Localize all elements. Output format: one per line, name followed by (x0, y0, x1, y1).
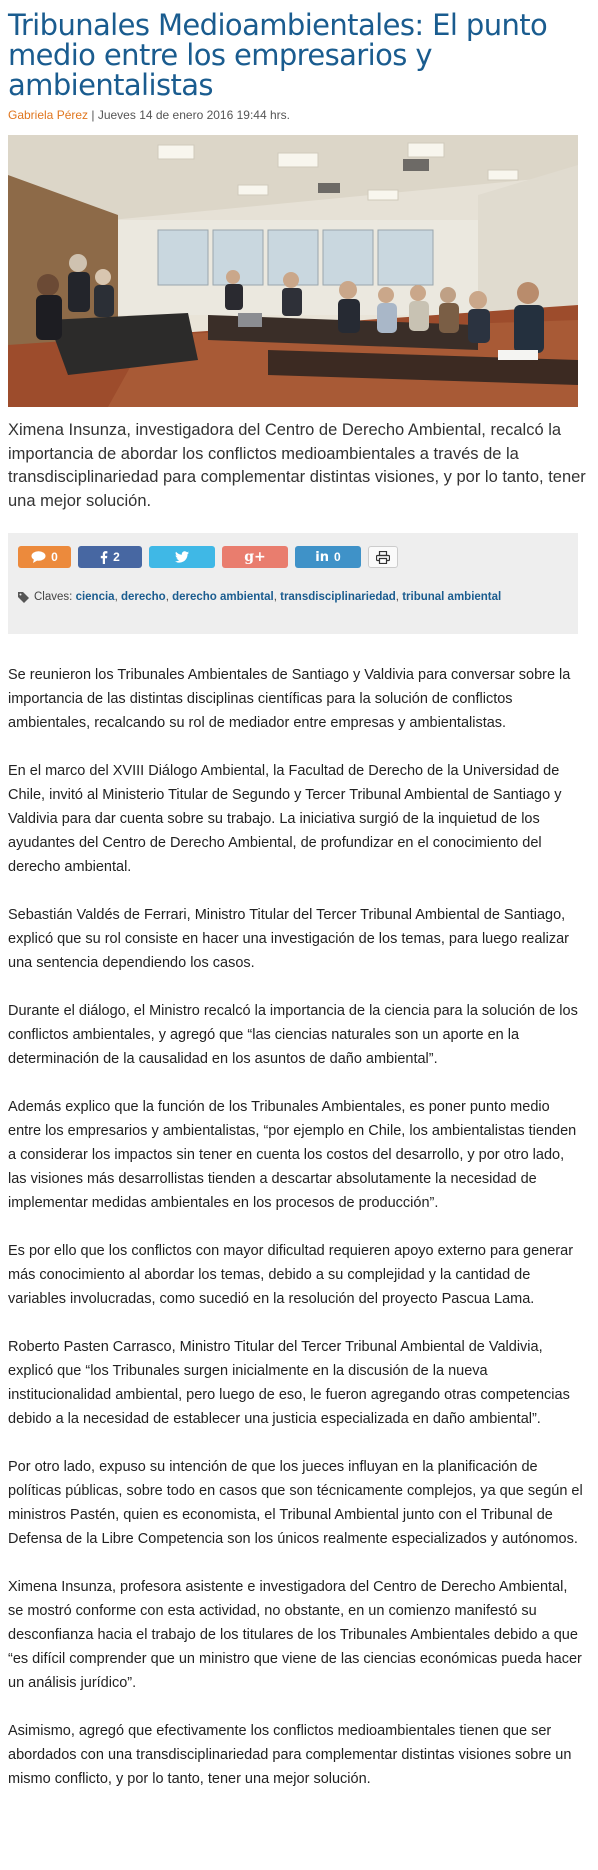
tags-label: Claves: (34, 591, 73, 603)
google-plus-share-button[interactable] (222, 546, 288, 568)
twitter-share-button[interactable] (149, 546, 215, 568)
print-button[interactable] (368, 546, 398, 568)
author-link[interactable]: Gabriela Pérez (8, 108, 89, 122)
tag-link[interactable]: transdisciplinariedad (280, 591, 396, 603)
facebook-icon (100, 551, 108, 564)
facebook-count: 2 (113, 550, 120, 564)
body-paragraph: Durante el diálogo, el Ministro recalcó la importancia de la ciencia para la solución de los conflictos ambientales, y agregó que “las ciencias naturales son un aporte en la determinación de la causalidad en los asuntos de daño ambiental”. (8, 1003, 578, 1067)
tags-row: Claves: ciencia , derecho , derecho ambiental , transdisciplinariedad , tribunal ambiental (18, 591, 568, 603)
comments-button[interactable] (18, 546, 71, 568)
facebook-share-button[interactable] (78, 546, 142, 568)
publish-date: | Jueves 14 de enero 2016 19:44 hrs. (88, 108, 290, 122)
body-paragraph: Se reunieron los Tribunales Ambientales de Santiago y Valdivia para conversar sobre la importancia de las distintas disciplinas científicas para la solución de conflictos ambientales, recalcando su rol de mediador entre empresas y ambientalistas. (8, 667, 571, 731)
linkedin-share-button[interactable] (295, 546, 361, 568)
twitter-icon (175, 551, 189, 563)
tag-link[interactable]: tribunal ambiental (402, 591, 502, 603)
tag-link[interactable]: ciencia (75, 591, 115, 603)
print-icon (376, 551, 390, 564)
body-paragraph: Asimismo, agregó que efectivamente los conflictos medioambientales tienen que ser abordados con una transdisciplinariedad para complementar distintas visiones sobre un mismo conflicto, y por lo tanto, tener una mejor solución. (8, 1723, 572, 1787)
tag-link[interactable]: derecho (120, 591, 166, 603)
linkedin-count: 0 (334, 550, 341, 564)
article-photo (8, 135, 578, 407)
body-paragraph: Roberto Pasten Carrasco, Ministro Titular del Tercer Tribunal Ambiental de Valdivia, explicó que “los Tribunales surgen inicialmente en la discusión de la nueva institucionalidad ambiental, pero luego de eso, le fueron agregando otras competencias debido a la necesidad de establecer una justicia especializada en daño ambiental”. (8, 1339, 570, 1427)
tag-icon (18, 592, 30, 603)
article-lead: Ximena Insunza, investigadora del Centro de Derecho Ambiental, recalcó la importancia de abordar los conflictos medioambientales a través de la transdisciplinariedad para complementar distintas visiones, y por lo tanto, tener una mejor solución. (8, 421, 586, 510)
tag-link[interactable]: derecho ambiental (172, 591, 274, 603)
article-title: Tribunales Medioambientales: El punto medio entre los empresarios y ambientalistas (8, 8, 548, 102)
article-body (8, 663, 590, 1791)
body-paragraph: Por otro lado, expuso su intención de que los jueces influyan en la planificación de políticas públicas, sobre todo en casos que son técnicamente complejos, ya que según el ministros Pastén, quien es economista, el Tribunal Ambiental junto con el Tribunal de Defensa de la Libre Competencia son los únicos realmente especializados y autónomos. (8, 1459, 583, 1547)
body-paragraph: En el marco del XVIII Diálogo Ambiental, la Facultad de Derecho de la Universidad de Chile, invitó al Ministerio Titular de Segundo y Tercer Tribunal Ambiental de Santiago y Valdivia para dar cuenta sobre su trabajo. La iniciativa surgió de la inquietud de los ayudantes del Centro de Derecho Ambiental, de profundizar en el conocimiento del derecho ambiental. (8, 763, 562, 875)
share-buttons (18, 546, 568, 568)
body-paragraph: Sebastián Valdés de Ferrari, Ministro Titular del Tercer Tribunal Ambiental de Santiago, explicó que su rol consiste en hacer una investigación de los temas, para luego realizar una sentencia dependiendo los casos. (8, 907, 569, 971)
linkedin-icon: in (315, 549, 330, 565)
comment-icon (31, 551, 46, 563)
body-paragraph: Además explico que la función de los Tribunales Ambientales, es poner punto medio entre los empresarios y ambientalistas, “por ejemplo en Chile, los ambientalistas tienden a considerar los impactos sin tener en cuenta los costos del desarrollo, y por otro lado, las visiones más desarrollistas tienden a descartar absolutamente la necesidad de implementar medidas ambientales en los procesos de producción”. (8, 1099, 577, 1211)
google-plus-icon: g+ (244, 549, 266, 565)
body-paragraph: Es por ello que los conflictos con mayor dificultad requieren apoyo externo para generar más conocimiento al abordar los temas, debido a su complejidad y la cantidad de variables involucradas, como sucedió en la resolución del proyecto Pascua Lama. (8, 1243, 574, 1307)
byline (8, 108, 590, 122)
body-paragraph: Ximena Insunza, profesora asistente e investigadora del Centro de Derecho Ambiental, se mostró conforme con esta actividad, no obstante, en un comienzo manifestó su desconfianza hacia el trabajo de los titulares de los Tribunales Ambientales debido a que “es difícil comprender que un ministro que viene de las ciencias económicas pueda hacer un análisis jurídico”. (8, 1579, 582, 1691)
comments-count: 0 (51, 550, 58, 564)
share-box (8, 533, 578, 634)
meeting-room-photo (8, 135, 578, 407)
